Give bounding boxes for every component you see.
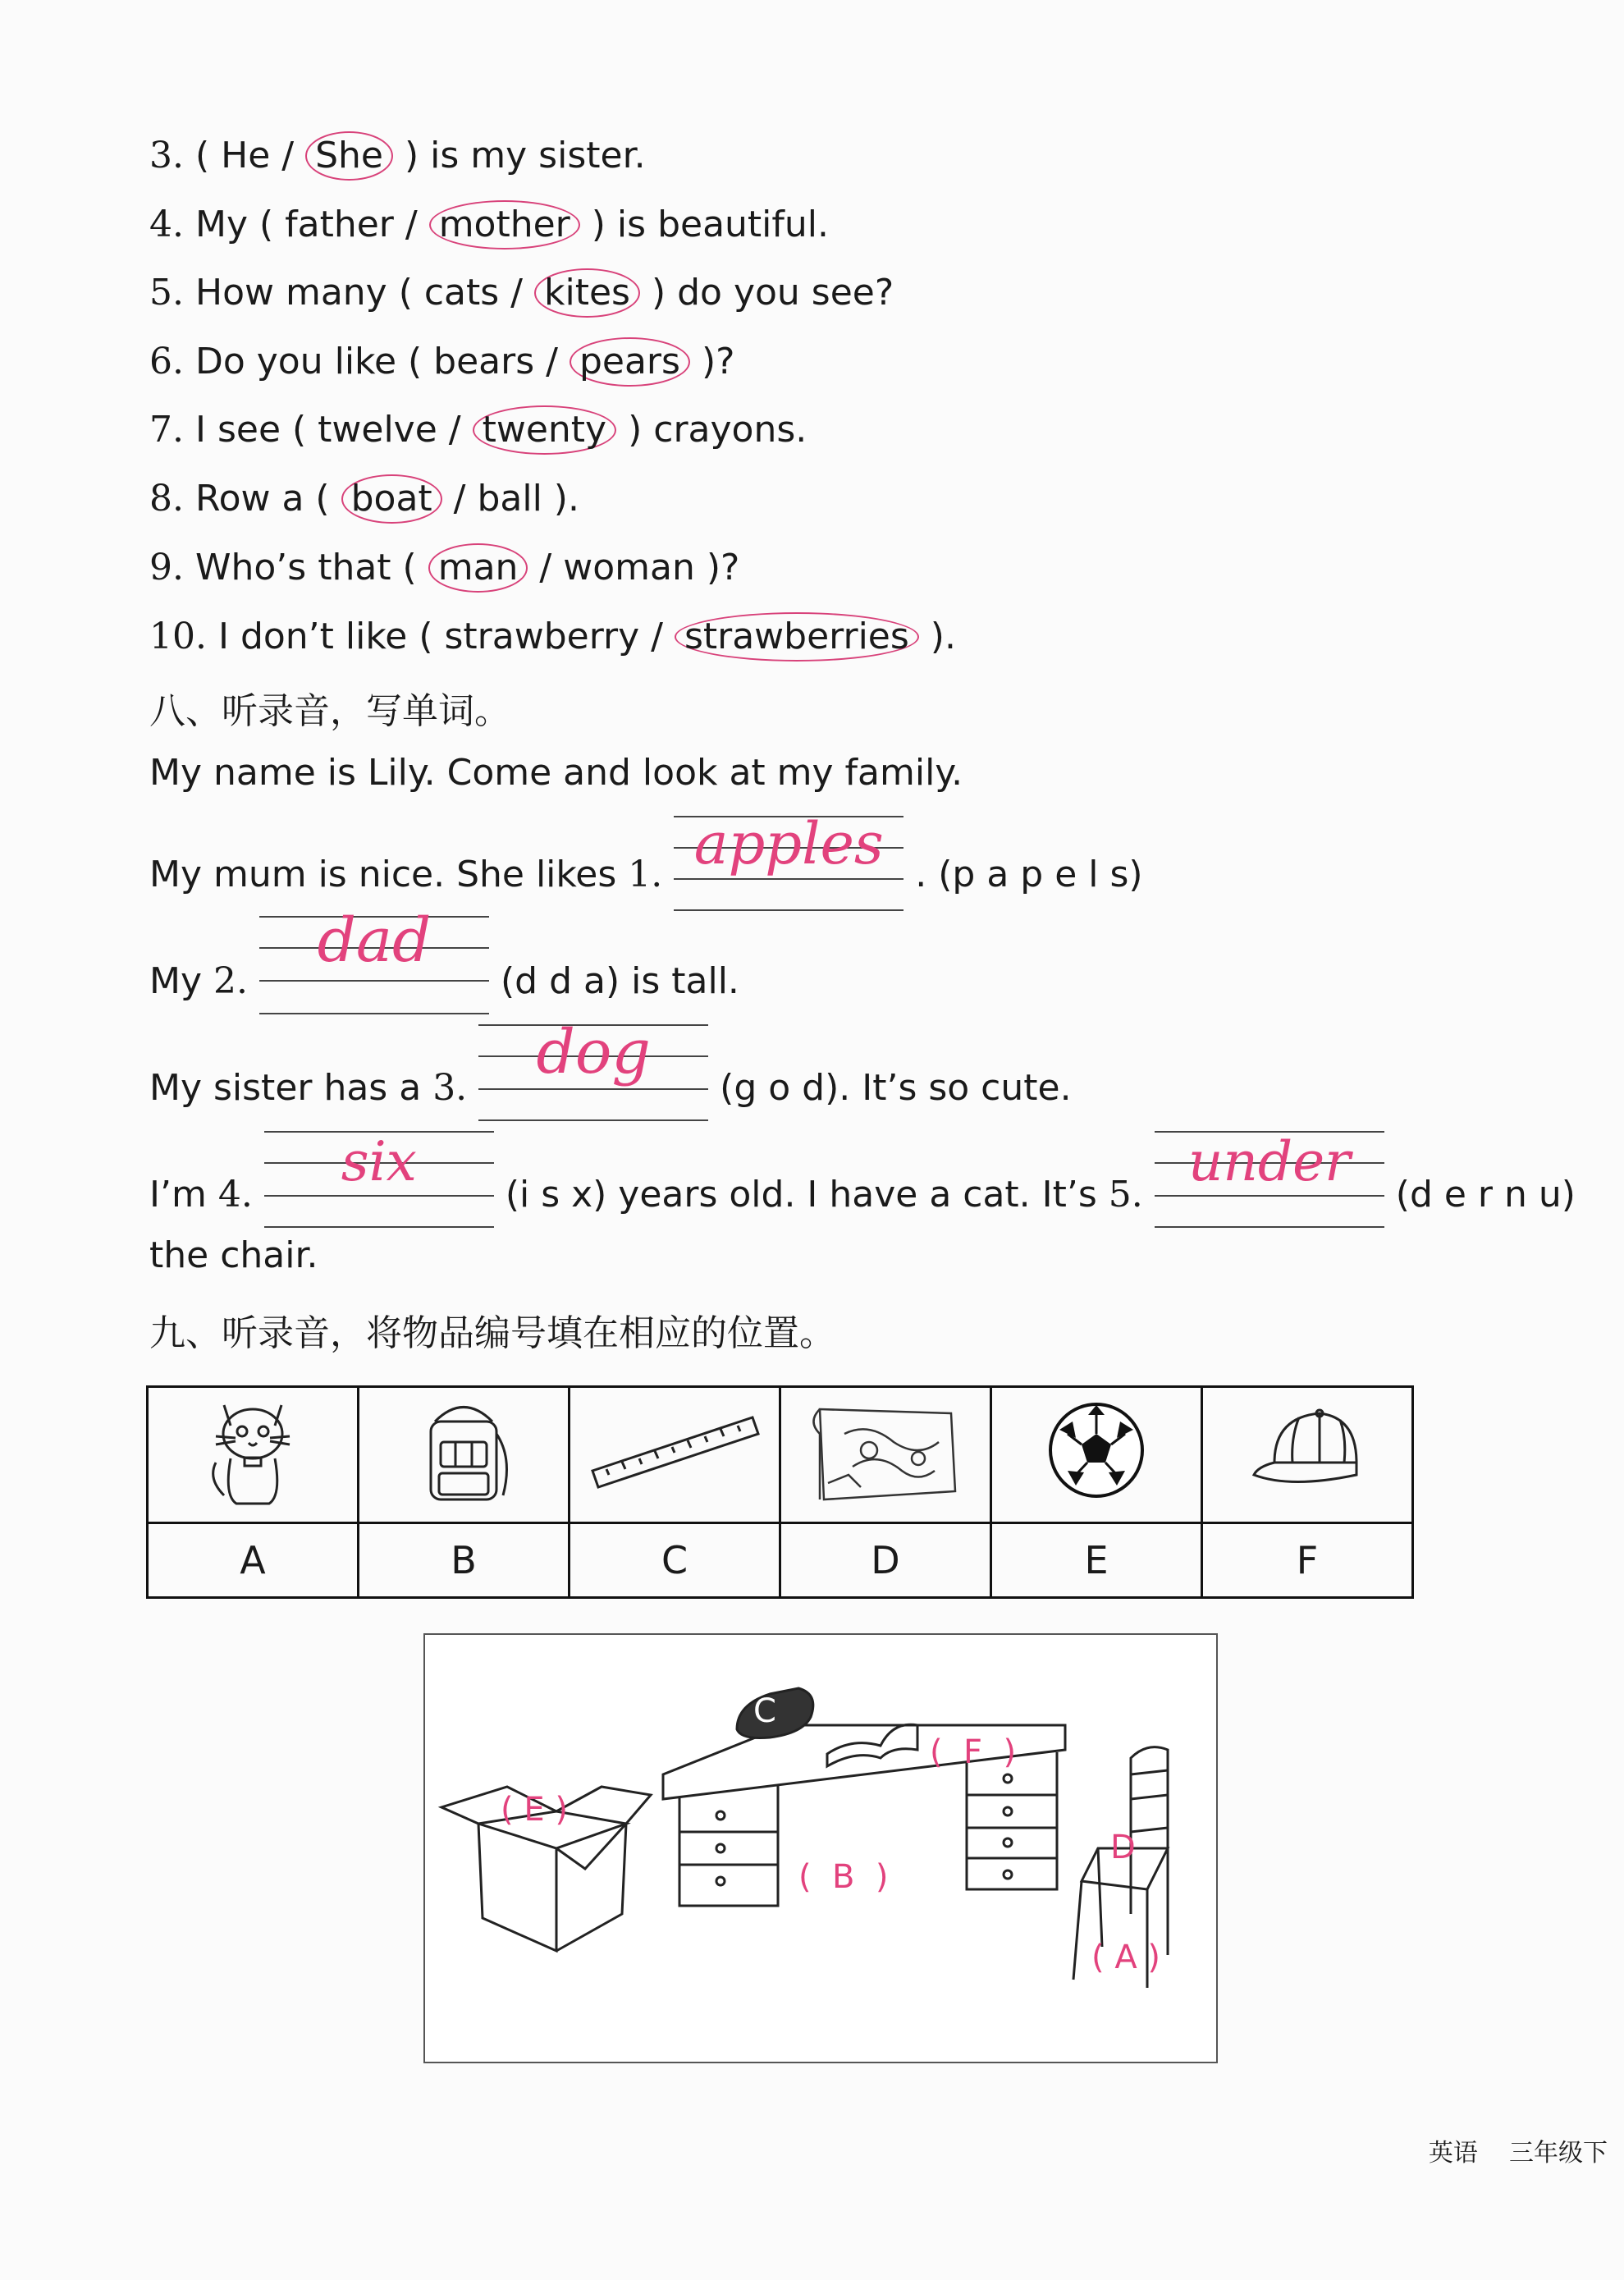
circled-answer: kites [534, 268, 640, 318]
question-10: 10. I don’t like ( strawberry / strawberries ). [149, 612, 956, 662]
answer-blank-2[interactable] [259, 905, 489, 993]
mark-book: ( F ) [930, 1733, 1017, 1771]
answer-3: dog [536, 1017, 651, 1087]
mark-under-chair: ( A ) [1091, 1939, 1161, 1976]
item-cell-f [1202, 1387, 1413, 1523]
football-icon [1043, 1397, 1150, 1504]
question-9: 9. Who’s that ( man / woman )? [149, 543, 739, 593]
mark-box: ( E ) [501, 1791, 568, 1829]
section-8-heading: 八、听录音，写单词。 [149, 690, 510, 732]
item-letter-b: B [359, 1523, 570, 1598]
mark-desk: ( B ) [798, 1858, 889, 1896]
circled-answer: mother [429, 200, 580, 250]
item-letter-a: A [148, 1523, 359, 1598]
item-cell-c [570, 1387, 780, 1523]
item-cell-d [780, 1387, 991, 1523]
room-scene [423, 1633, 1218, 2063]
item-letter-f: F [1202, 1523, 1413, 1598]
answer-blank-1[interactable] [674, 810, 903, 886]
ruler-icon [584, 1401, 765, 1499]
fill-line-1: My mum is nice. She likes 1. apples . (p a p e l s) [149, 837, 1143, 900]
answer-5: under [1187, 1130, 1351, 1193]
room-illustration [425, 1635, 1216, 2062]
section-9-heading: 九、听录音，将物品编号填在相应的位置。 [149, 1312, 835, 1354]
circled-answer: boat [341, 474, 442, 524]
item-cell-e [991, 1387, 1202, 1523]
items-table [146, 1385, 1414, 1599]
question-6: 6. Do you like ( bears / pears )? [149, 337, 734, 387]
cat-icon [199, 1389, 306, 1512]
backpack-icon [406, 1393, 521, 1508]
fill-line-5: the chair. [149, 1234, 318, 1276]
fill-line-4: I’m 4. six (i s x) years old. I have a cat. It’s 5. under (d e r n u) [149, 1157, 1576, 1220]
answer-blank-5[interactable] [1155, 1130, 1384, 1206]
section-8-intro: My name is Lily. Come and look at my family. [149, 752, 963, 794]
answer-2: dad [317, 905, 432, 976]
item-letter-e: E [991, 1523, 1202, 1598]
answer-blank-4[interactable] [264, 1130, 494, 1206]
question-8: 8. Row a ( boat / ball ). [149, 474, 579, 524]
fill-line-3: My sister has a 3. dog (g o d). It’s so cute. [149, 1051, 1072, 1113]
mark-pencil-case: C [753, 1692, 776, 1730]
page-footer: 英语 三年级下 [1428, 2139, 1608, 2168]
circled-answer: twenty [473, 405, 617, 455]
fill-line-2: My 2. dad (d d a) is tall. [149, 944, 739, 1006]
circled-answer: strawberries [675, 612, 919, 662]
item-cell-a [148, 1387, 359, 1523]
cap-icon [1242, 1397, 1373, 1504]
mark-chair: D [1110, 1829, 1136, 1866]
circled-answer: She [305, 131, 393, 181]
item-cell-b [359, 1387, 570, 1523]
map-icon [803, 1393, 968, 1508]
circled-answer: pears [570, 337, 690, 387]
question-5: 5. How many ( cats / kites ) do you see? [149, 268, 894, 318]
question-3: 3. ( He / She ) is my sister. [149, 131, 646, 181]
question-4: 4. My ( father / mother ) is beautiful. [149, 200, 829, 250]
answer-4: six [341, 1130, 417, 1193]
question-7: 7. I see ( twelve / twenty ) crayons. [149, 405, 807, 455]
answer-1: apples [693, 810, 884, 877]
answer-blank-3[interactable] [478, 1017, 708, 1100]
item-letter-c: C [570, 1523, 780, 1598]
item-letter-d: D [780, 1523, 991, 1598]
circled-answer: man [428, 543, 528, 593]
